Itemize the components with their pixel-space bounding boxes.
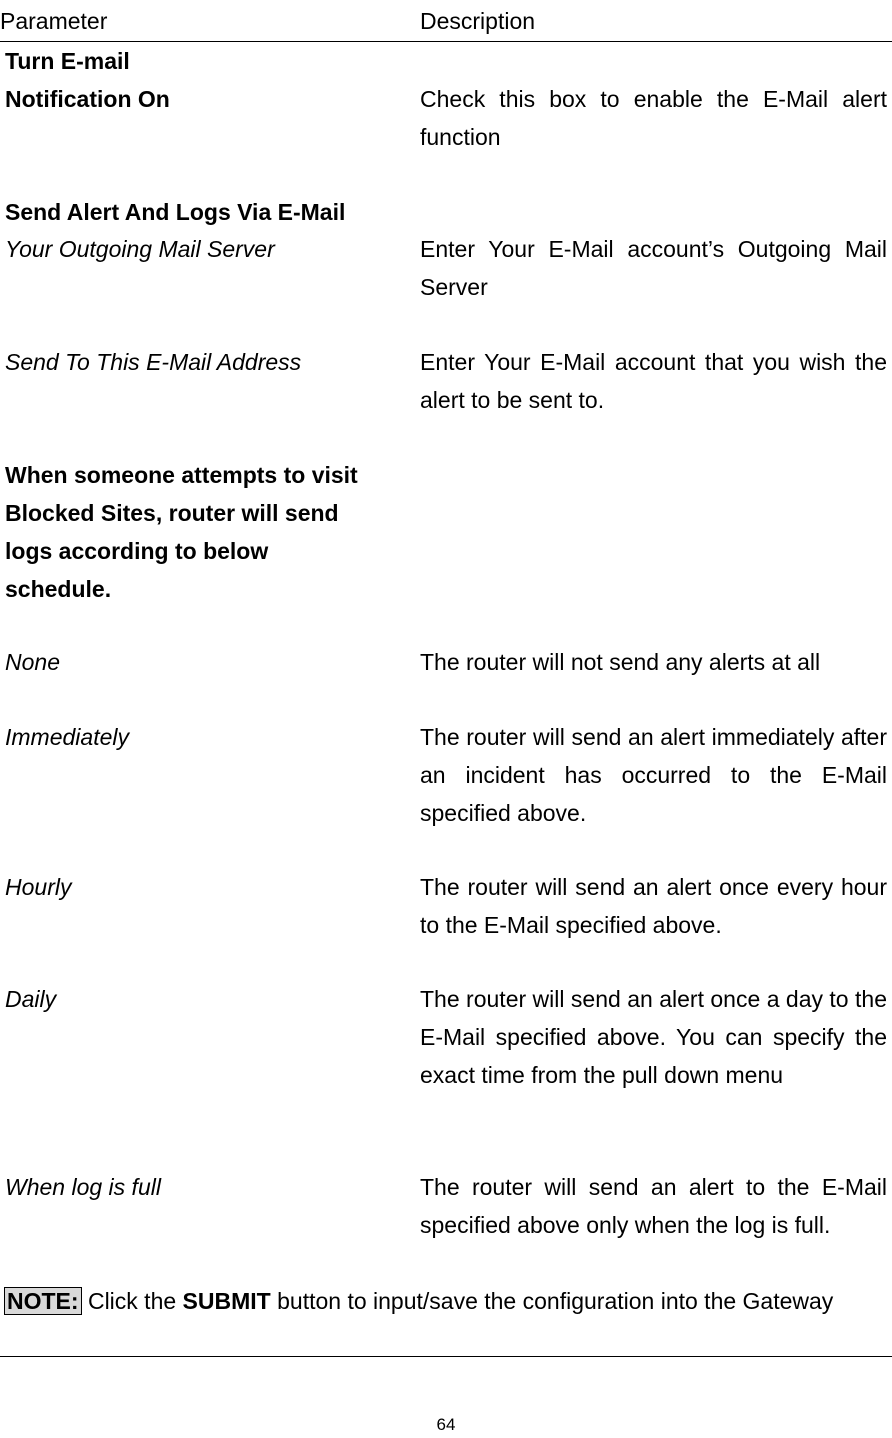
desc-when-log-full: The router will send an alert to the E-Mail specified above only when the log is full. (420, 1174, 887, 1238)
bottom-divider (0, 1356, 892, 1357)
param-hourly: Hourly (5, 874, 72, 900)
page-number: 64 (436, 1415, 456, 1434)
param-outgoing-mail-server: Your Outgoing Mail Server (5, 236, 275, 262)
param-daily: Daily (5, 986, 57, 1012)
desc-daily: The router will send an alert once a day to the E-Mail specified above. You can specify the exact time from the pull down menu (420, 986, 887, 1088)
note-label: NOTE: (4, 1287, 82, 1315)
param-turn-email: Turn E-mail (5, 48, 130, 74)
param-none: None (5, 649, 60, 675)
header-description: Description (420, 8, 536, 34)
desc-notification-on: Check this box to enable the E-Mail alert function (420, 86, 887, 150)
section-blocked-sites-schedule: When someone attempts to visit Blocked Sites, router will send logs according to below schedule. (5, 462, 358, 602)
param-when-log-full: When log is full (5, 1174, 161, 1200)
section-send-alert-logs: Send Alert And Logs Via E-Mail (5, 199, 346, 225)
note-paragraph (4, 1282, 887, 1320)
note-text-before: Click the (87, 1288, 177, 1314)
param-send-to-address: Send To This E-Mail Address (5, 349, 302, 375)
desc-none: The router will not send any alerts at all (420, 649, 821, 675)
note-text-after: button to input/save the configuration into the Gateway (277, 1288, 834, 1314)
param-notification-on: Notification On (5, 86, 170, 112)
desc-outgoing-mail-server: Enter Your E-Mail account’s Outgoing Mail Server (420, 236, 887, 300)
header-parameter: Parameter (0, 8, 108, 34)
desc-hourly: The router will send an alert once every hour to the E-Mail specified above. (420, 874, 887, 938)
note-submit-word: SUBMIT (182, 1288, 271, 1314)
desc-send-to-address: Enter Your E-Mail account that you wish the alert to be sent to. (420, 349, 887, 413)
param-immediately: Immediately (5, 724, 129, 750)
desc-immediately: The router will send an alert immediately after an incident has occurred to the E-Mail specified above. (420, 724, 887, 826)
